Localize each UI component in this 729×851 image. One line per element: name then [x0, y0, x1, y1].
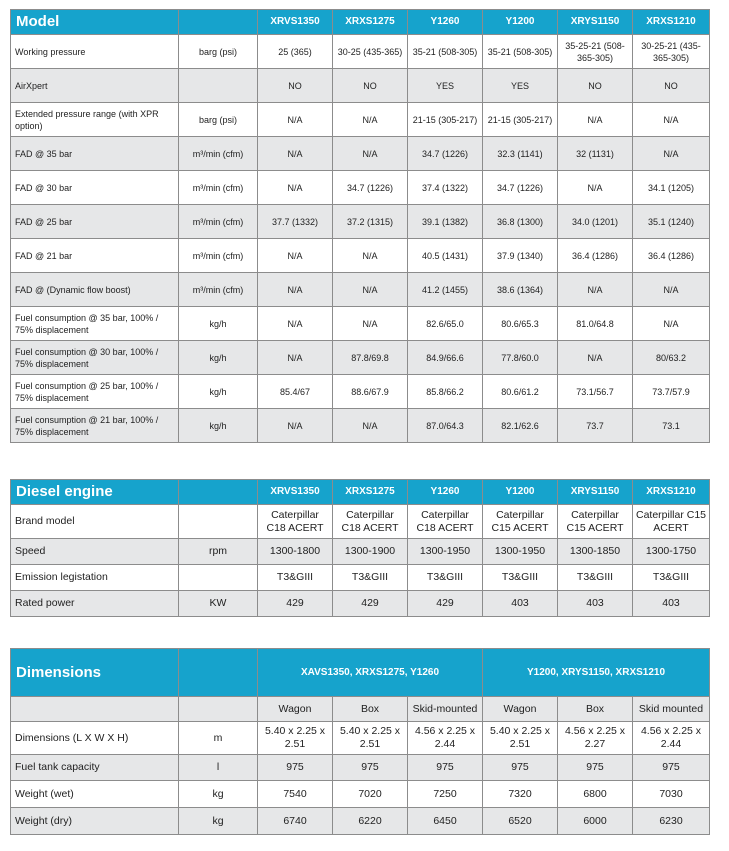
- value-cell: 975: [558, 755, 633, 781]
- value-cell: 35-25-21 (508-365-305): [558, 35, 633, 69]
- value-cell: N/A: [333, 103, 408, 137]
- row-label: Fuel consumption @ 21 bar, 100% / 75% displacement: [11, 409, 179, 443]
- value-cell: 403: [558, 591, 633, 617]
- empty-cell: [11, 697, 179, 722]
- table-row: [11, 505, 710, 539]
- row-label: FAD @ 21 bar: [11, 239, 179, 273]
- row-label: Brand model: [11, 505, 179, 539]
- value-cell: 37.9 (1340): [483, 239, 558, 273]
- value-cell: 34.7 (1226): [408, 137, 483, 171]
- value-cell: 34.7 (1226): [333, 171, 408, 205]
- variant-row: [11, 697, 710, 722]
- value-cell: N/A: [333, 409, 408, 443]
- table-row: [11, 273, 710, 307]
- value-cell: Caterpillar C18 ACERT: [258, 505, 333, 539]
- value-cell: 21-15 (305-217): [408, 103, 483, 137]
- value-cell: 21-15 (305-217): [483, 103, 558, 137]
- row-label: Weight (dry): [11, 808, 179, 835]
- value-cell: 80.6/61.2: [483, 375, 558, 409]
- value-cell: 37.7 (1332): [258, 205, 333, 239]
- value-cell: YES: [408, 69, 483, 103]
- value-cell: 403: [633, 591, 710, 617]
- value-cell: 85.4/67: [258, 375, 333, 409]
- value-cell: N/A: [558, 171, 633, 205]
- value-cell: T3&GIII: [333, 565, 408, 591]
- row-label: Extended pressure range (with XPR option): [11, 103, 179, 137]
- model-col-header: XRVS1350: [258, 480, 333, 505]
- value-cell: 6520: [483, 808, 558, 835]
- value-cell: Caterpillar C18 ACERT: [333, 505, 408, 539]
- value-cell: 975: [633, 755, 710, 781]
- table-row: [11, 539, 710, 565]
- value-cell: 7540: [258, 781, 333, 808]
- value-cell: 85.8/66.2: [408, 375, 483, 409]
- value-cell: 975: [258, 755, 333, 781]
- value-cell: T3&GIII: [408, 565, 483, 591]
- row-label: FAD @ 25 bar: [11, 205, 179, 239]
- value-cell: 403: [483, 591, 558, 617]
- table-row: [11, 781, 710, 808]
- value-cell: NO: [333, 69, 408, 103]
- value-cell: 36.8 (1300): [483, 205, 558, 239]
- row-unit: kg/h: [179, 307, 258, 341]
- value-cell: N/A: [558, 103, 633, 137]
- value-cell: 36.4 (1286): [558, 239, 633, 273]
- variant-cell: Wagon: [483, 697, 558, 722]
- value-cell: 41.2 (1455): [408, 273, 483, 307]
- table-row: [11, 722, 710, 755]
- variant-cell: Skid mounted: [633, 697, 710, 722]
- model-col-header: XRXS1275: [333, 10, 408, 35]
- engine-table-title: Diesel engine: [11, 480, 179, 505]
- value-cell: N/A: [258, 273, 333, 307]
- table-row: [11, 35, 710, 69]
- value-cell: N/A: [633, 273, 710, 307]
- value-cell: 975: [408, 755, 483, 781]
- value-cell: N/A: [558, 341, 633, 375]
- row-unit: kg/h: [179, 375, 258, 409]
- value-cell: 40.5 (1431): [408, 239, 483, 273]
- value-cell: T3&GIII: [558, 565, 633, 591]
- value-cell: 88.6/67.9: [333, 375, 408, 409]
- variant-cell: Wagon: [258, 697, 333, 722]
- value-cell: N/A: [333, 137, 408, 171]
- model-col-header: Y1260: [408, 10, 483, 35]
- value-cell: N/A: [558, 273, 633, 307]
- value-cell: N/A: [258, 341, 333, 375]
- table-row: [11, 307, 710, 341]
- value-cell: NO: [258, 69, 333, 103]
- model-col-header: XRXS1275: [333, 480, 408, 505]
- value-cell: 6450: [408, 808, 483, 835]
- row-unit: kg/h: [179, 409, 258, 443]
- unit-header: [179, 649, 258, 697]
- value-cell: 975: [333, 755, 408, 781]
- row-unit: m: [179, 722, 258, 755]
- row-unit: m³/min (cfm): [179, 171, 258, 205]
- value-cell: N/A: [258, 137, 333, 171]
- row-unit: m³/min (cfm): [179, 137, 258, 171]
- value-cell: Caterpillar C15 ACERT: [633, 505, 710, 539]
- value-cell: NO: [558, 69, 633, 103]
- value-cell: 1300-1850: [558, 539, 633, 565]
- value-cell: 6740: [258, 808, 333, 835]
- table-row: [11, 137, 710, 171]
- value-cell: 429: [333, 591, 408, 617]
- value-cell: 38.6 (1364): [483, 273, 558, 307]
- row-unit: m³/min (cfm): [179, 205, 258, 239]
- value-cell: 6800: [558, 781, 633, 808]
- row-label: Rated power: [11, 591, 179, 617]
- row-unit: [179, 565, 258, 591]
- value-cell: 7030: [633, 781, 710, 808]
- value-cell: 30-25 (435-365): [333, 35, 408, 69]
- dimensions-header-row: [11, 649, 710, 697]
- table-row: [11, 565, 710, 591]
- row-label: Fuel tank capacity: [11, 755, 179, 781]
- row-unit: m³/min (cfm): [179, 239, 258, 273]
- value-cell: 73.7/57.9: [633, 375, 710, 409]
- row-label: Dimensions (L X W X H): [11, 722, 179, 755]
- row-unit: [179, 505, 258, 539]
- value-cell: 82.6/65.0: [408, 307, 483, 341]
- model-col-header: XRYS1150: [558, 10, 633, 35]
- model-col-header: XRXS1210: [633, 480, 710, 505]
- row-label: FAD @ 35 bar: [11, 137, 179, 171]
- value-cell: 81.0/64.8: [558, 307, 633, 341]
- value-cell: 77.8/60.0: [483, 341, 558, 375]
- value-cell: N/A: [333, 307, 408, 341]
- row-unit: kg: [179, 781, 258, 808]
- table-row: [11, 409, 710, 443]
- row-unit: l: [179, 755, 258, 781]
- row-label: Speed: [11, 539, 179, 565]
- model-col-header: Y1200: [483, 10, 558, 35]
- value-cell: 5.40 x 2.25 x 2.51: [483, 722, 558, 755]
- value-cell: 35-21 (508-305): [483, 35, 558, 69]
- value-cell: 36.4 (1286): [633, 239, 710, 273]
- value-cell: Caterpillar C18 ACERT: [408, 505, 483, 539]
- value-cell: 32.3 (1141): [483, 137, 558, 171]
- value-cell: 1300-1950: [408, 539, 483, 565]
- value-cell: Caterpillar C15 ACERT: [558, 505, 633, 539]
- value-cell: 82.1/62.6: [483, 409, 558, 443]
- value-cell: 34.7 (1226): [483, 171, 558, 205]
- value-cell: N/A: [633, 103, 710, 137]
- value-cell: 80/63.2: [633, 341, 710, 375]
- row-label: AirXpert: [11, 69, 179, 103]
- value-cell: 429: [408, 591, 483, 617]
- row-label: FAD @ (Dynamic flow boost): [11, 273, 179, 307]
- table-row: [11, 808, 710, 835]
- table-row: [11, 591, 710, 617]
- value-cell: 6230: [633, 808, 710, 835]
- value-cell: 7250: [408, 781, 483, 808]
- table-row: [11, 239, 710, 273]
- value-cell: 73.1/56.7: [558, 375, 633, 409]
- value-cell: 25 (365): [258, 35, 333, 69]
- table-row: [11, 171, 710, 205]
- value-cell: 1300-1800: [258, 539, 333, 565]
- empty-cell: [179, 697, 258, 722]
- group-header: XAVS1350, XRXS1275, Y1260: [258, 649, 483, 697]
- variant-cell: Box: [333, 697, 408, 722]
- model-specs-table: [10, 9, 710, 443]
- value-cell: 34.1 (1205): [633, 171, 710, 205]
- model-col-header: Y1200: [483, 480, 558, 505]
- value-cell: 30-25-21 (435-365-305): [633, 35, 710, 69]
- model-col-header: Y1260: [408, 480, 483, 505]
- group-header: Y1200, XRYS1150, XRXS1210: [483, 649, 710, 697]
- engine-header-row: [11, 480, 710, 505]
- row-label: Emission legistation: [11, 565, 179, 591]
- table-row: [11, 103, 710, 137]
- value-cell: NO: [633, 69, 710, 103]
- value-cell: 39.1 (1382): [408, 205, 483, 239]
- variant-cell: Box: [558, 697, 633, 722]
- value-cell: 80.6/65.3: [483, 307, 558, 341]
- value-cell: 1300-1750: [633, 539, 710, 565]
- value-cell: 37.4 (1322): [408, 171, 483, 205]
- value-cell: 429: [258, 591, 333, 617]
- value-cell: N/A: [258, 307, 333, 341]
- value-cell: N/A: [258, 103, 333, 137]
- value-cell: 975: [483, 755, 558, 781]
- value-cell: 73.7: [558, 409, 633, 443]
- model-col-header: XRVS1350: [258, 10, 333, 35]
- row-unit: m³/min (cfm): [179, 273, 258, 307]
- row-unit: kg: [179, 808, 258, 835]
- variant-cell: Skid-mounted: [408, 697, 483, 722]
- table-row: [11, 755, 710, 781]
- value-cell: 5.40 x 2.25 x 2.51: [333, 722, 408, 755]
- value-cell: 34.0 (1201): [558, 205, 633, 239]
- table-row: [11, 375, 710, 409]
- value-cell: 6000: [558, 808, 633, 835]
- row-unit: KW: [179, 591, 258, 617]
- unit-header: [179, 10, 258, 35]
- unit-header: [179, 480, 258, 505]
- value-cell: 35-21 (508-305): [408, 35, 483, 69]
- row-unit: barg (psi): [179, 103, 258, 137]
- model-col-header: XRXS1210: [633, 10, 710, 35]
- value-cell: N/A: [633, 137, 710, 171]
- value-cell: 32 (1131): [558, 137, 633, 171]
- row-label: Fuel consumption @ 30 bar, 100% / 75% displacement: [11, 341, 179, 375]
- value-cell: N/A: [258, 171, 333, 205]
- value-cell: 87.0/64.3: [408, 409, 483, 443]
- value-cell: 4.56 x 2.25 x 2.44: [633, 722, 710, 755]
- value-cell: 4.56 x 2.25 x 2.27: [558, 722, 633, 755]
- value-cell: 5.40 x 2.25 x 2.51: [258, 722, 333, 755]
- value-cell: T3&GIII: [483, 565, 558, 591]
- row-label: Weight (wet): [11, 781, 179, 808]
- table-row: [11, 69, 710, 103]
- row-unit: rpm: [179, 539, 258, 565]
- value-cell: N/A: [333, 239, 408, 273]
- value-cell: 73.1: [633, 409, 710, 443]
- row-label: Working pressure: [11, 35, 179, 69]
- value-cell: N/A: [633, 307, 710, 341]
- value-cell: 1300-1900: [333, 539, 408, 565]
- model-col-header: XRYS1150: [558, 480, 633, 505]
- value-cell: T3&GIII: [258, 565, 333, 591]
- value-cell: Caterpillar C15 ACERT: [483, 505, 558, 539]
- value-cell: 7020: [333, 781, 408, 808]
- row-unit: kg/h: [179, 341, 258, 375]
- value-cell: N/A: [333, 273, 408, 307]
- dimensions-table-title: Dimensions: [11, 649, 179, 697]
- value-cell: T3&GIII: [633, 565, 710, 591]
- value-cell: YES: [483, 69, 558, 103]
- value-cell: 7320: [483, 781, 558, 808]
- diesel-engine-table: [10, 479, 710, 617]
- value-cell: 87.8/69.8: [333, 341, 408, 375]
- value-cell: 6220: [333, 808, 408, 835]
- table-row: [11, 341, 710, 375]
- value-cell: N/A: [258, 409, 333, 443]
- row-label: Fuel consumption @ 25 bar, 100% / 75% displacement: [11, 375, 179, 409]
- value-cell: N/A: [258, 239, 333, 273]
- value-cell: 37.2 (1315): [333, 205, 408, 239]
- value-cell: 4.56 x 2.25 x 2.44: [408, 722, 483, 755]
- row-label: Fuel consumption @ 35 bar, 100% / 75% displacement: [11, 307, 179, 341]
- row-label: FAD @ 30 bar: [11, 171, 179, 205]
- value-cell: 84.9/66.6: [408, 341, 483, 375]
- row-unit: barg (psi): [179, 35, 258, 69]
- value-cell: 1300-1950: [483, 539, 558, 565]
- row-unit: [179, 69, 258, 103]
- value-cell: 35.1 (1240): [633, 205, 710, 239]
- table-row: [11, 205, 710, 239]
- dimensions-table: [10, 648, 710, 835]
- model-header-row: [11, 10, 710, 35]
- model-table-title: Model: [11, 10, 179, 35]
